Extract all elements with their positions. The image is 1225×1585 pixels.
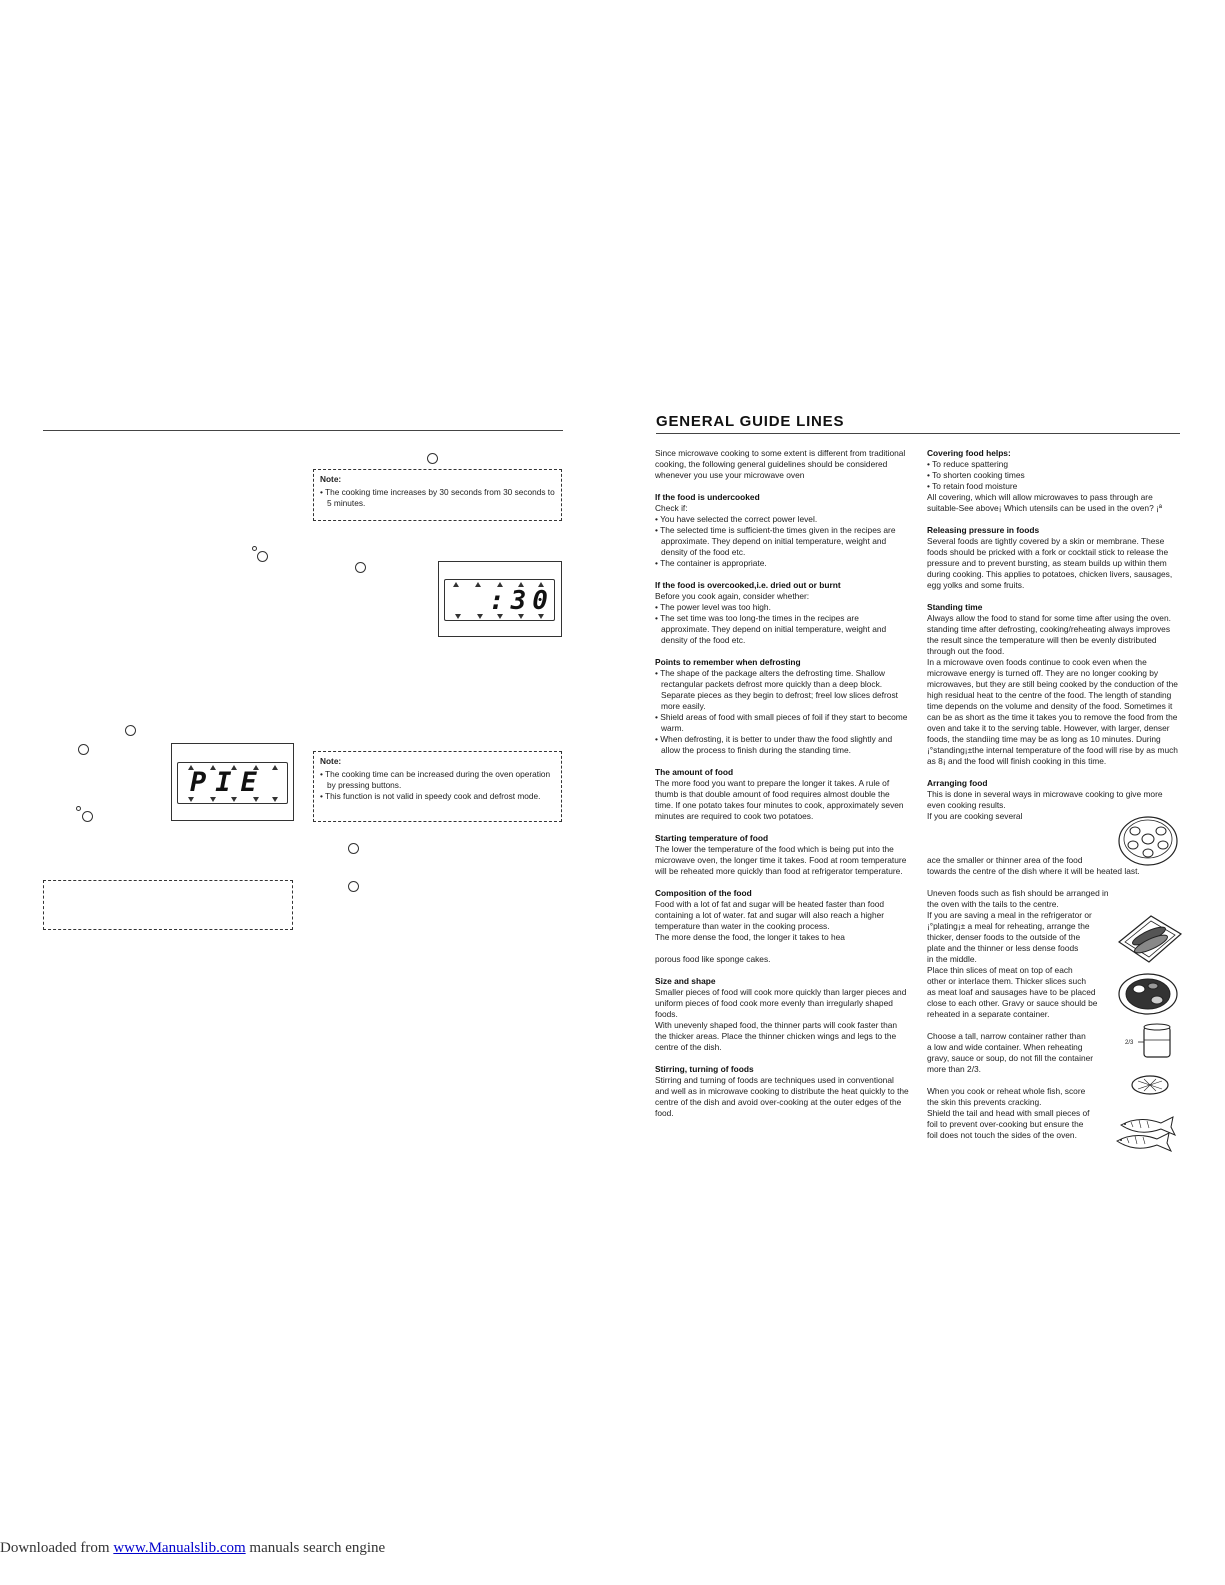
- note-2-item: • This function is not valid in speedy cook and defrost mode.: [320, 791, 541, 801]
- bullet-item: • The container is appropriate.: [655, 558, 767, 568]
- paragraph-line: towards the centre of the dish where it will be heated last.: [927, 866, 1140, 876]
- bullet-item: • Shield areas of food with small pieces of foil if they start to become warm.: [655, 712, 908, 733]
- indicator-up-icon: [253, 765, 259, 770]
- bullet-item: • To reduce spattering: [927, 459, 1008, 469]
- note-2-title: Note:: [320, 756, 342, 766]
- display-frame-2: [171, 743, 294, 821]
- section-heading: Arranging food: [927, 778, 988, 788]
- button-marker-icon: [348, 881, 359, 892]
- bullet-item: • The selected time is sufficient-the times given in the recipes are approximate. They depend on initial temperature, weight and density of the food etc.: [655, 525, 896, 557]
- paragraph-line: Since microwave cooking to some extent is different from traditional cooking, the following general guidelines should be considered whenever you use your microwave oven: [655, 448, 906, 480]
- paragraph-spacer: [655, 569, 909, 580]
- paragraph-spacer: [927, 877, 1181, 888]
- indicator-up-icon: [518, 582, 524, 587]
- jar-fill-label: 2/3: [1125, 1040, 1134, 1046]
- indicator-up-icon: [475, 582, 481, 587]
- bullet-item: • When defrosting, it is better to under thaw the food slightly and allow the process to finish during the standing time.: [655, 734, 893, 755]
- indicator-up-icon: [538, 582, 544, 587]
- paragraph-line: In a microwave oven foods continue to cook even when the microwave energy is turned off. They are no longer cooking by microwaves, but they are still being cooked by the conduction of the high residual heat to the centre of the food. The length of standing time depends on the volume and density of the food. Sometimes it can be as short as the time it takes you to remove the food from the oven and take it to the serving table. However, with larger, denser foods, the standiing time may be as long as 10 minutes. During: [927, 657, 1178, 744]
- bullet-item: • The power level was too high.: [655, 602, 771, 612]
- download-footer: [0, 1540, 385, 1557]
- indicator-up-icon: [272, 765, 278, 770]
- paragraph-spacer: [655, 877, 909, 888]
- section-heading: Size and shape: [655, 976, 716, 986]
- plate-illustration: [1117, 972, 1179, 1016]
- whole-fish-illustration: [1113, 1113, 1183, 1155]
- paragraph-spacer: [655, 965, 909, 976]
- paragraph-line: ¡°plating¡± a meal for reheating, arrange the: [927, 921, 1090, 931]
- indicator-down-icon: [231, 797, 237, 802]
- section-heading: If the food is overcooked,i.e. dried out or burnt: [655, 580, 841, 590]
- indicator-down-icon: [210, 797, 216, 802]
- footer-suffix: manuals search engine: [245, 1540, 386, 1556]
- indicator-up-icon: [497, 582, 503, 587]
- paragraph-line: the oven with the tails to the centre.: [927, 899, 1059, 909]
- display-frame-1: [438, 561, 562, 637]
- paragraph-line: Check if:: [655, 503, 688, 513]
- button-marker-icon: [125, 725, 136, 736]
- section-heading: Points to remember when defrosting: [655, 657, 801, 667]
- paragraph-line: This is done in several ways in microwave cooking to give more even cooking results.: [927, 789, 1163, 810]
- section-heading: Covering food helps:: [927, 448, 1011, 458]
- lcd-digits-1: :30: [489, 586, 554, 616]
- manualslib-link[interactable]: www.Manualslib.com: [113, 1540, 246, 1556]
- indicator-down-icon: [272, 797, 278, 802]
- paragraph-line: Shield the tail and head with small pieces of: [927, 1108, 1090, 1118]
- note-box-2: [313, 751, 562, 822]
- indicator-down-icon: [253, 797, 259, 802]
- button-marker-icon: [427, 453, 438, 464]
- indicator-down-icon: [455, 614, 461, 619]
- bullet-item: • You have selected the correct power level.: [655, 514, 818, 524]
- button-marker-icon: [82, 811, 93, 822]
- paragraph-line: ace the smaller or thinner area of the food: [927, 855, 1083, 865]
- paragraph-line: porous food like sponge cakes.: [655, 954, 771, 964]
- paragraph-line: Several foods are tightly covered by a skin or membrane. These foods should be pricked with a fork or cocktail stick to release the pressure and to prevent bursting, as steam builds up within them during cooking. This applies to potatoes, chicken livers, sausages, egg yolks and some fruits.: [927, 536, 1173, 590]
- section-heading: Starting temperature of food: [655, 833, 769, 843]
- note-box-1: [313, 469, 562, 521]
- right-header-rule: [656, 433, 1180, 434]
- footer-prefix: Downloaded from: [0, 1540, 114, 1556]
- button-marker-icon: [348, 843, 359, 854]
- paragraph-line: The more dense the food, the longer it takes to hea: [655, 932, 845, 942]
- section-heading: Standing time: [927, 602, 983, 612]
- wide-container-illustration: [1130, 1073, 1170, 1097]
- section-heading: Releasing pressure in foods: [927, 525, 1040, 535]
- paragraph-line: When you cook or reheat whole fish, score: [927, 1086, 1086, 1096]
- paragraph-line: The more food you want to prepare the longer it takes. A rule of thumb is that double amount of food requires almost double the time. If one potato takes four minutes to cook, approximately seven minutes are required to cook two potatoes.: [655, 778, 904, 821]
- paragraph-line: plate and the thinner or less dense foods: [927, 943, 1079, 953]
- indicator-up-icon: [453, 582, 459, 587]
- tall-container-illustration: [1124, 1023, 1174, 1059]
- paragraph-line: foil to prevent over-cooking but ensure the: [927, 1119, 1084, 1129]
- paragraph-spacer: [927, 514, 1181, 525]
- indicator-up-icon: [188, 765, 194, 770]
- button-marker-icon: [78, 744, 89, 755]
- paragraph-spacer: [655, 481, 909, 492]
- paragraph-spacer: [655, 756, 909, 767]
- paragraph-spacer: [655, 943, 909, 954]
- paragraph-spacer: [655, 646, 909, 657]
- paragraph-line: other or interlace them. Thicker slices such: [927, 976, 1087, 986]
- paragraph-line: close to each other. Gravy or sauce should be: [927, 998, 1098, 1008]
- round-dish-illustration: [1117, 815, 1179, 867]
- paragraph-line: If you are saving a meal in the refrigerator or: [927, 910, 1092, 920]
- paragraph-spacer: [927, 591, 1181, 602]
- paragraph-line: ¡°standing¡±the internal temperature of the food will rise by as much as 8¡ and the food will finish cooking in this time.: [927, 745, 1178, 766]
- indicator-down-icon: [497, 614, 503, 619]
- section-heading: Stirring, turning of foods: [655, 1064, 754, 1074]
- bullet-item: • The shape of the package alters the defrosting time. Shallow rectangular packets defrost more quickly than a deep block. Separate pieces as they begin to defrost; freel low slices defrost more easily.: [655, 668, 898, 711]
- indicator-down-icon: [518, 614, 524, 619]
- note-2-item: • The cooking time can be increased during the oven operation by pressing buttons.: [320, 769, 551, 790]
- button-marker-icon: [355, 562, 366, 573]
- paragraph-line: All covering, which will allow microwaves to pass through are suitable-See above¡ Which utensils can be used in the oven? ¡ª: [927, 492, 1162, 513]
- page-title: GENERAL GUIDE LINES: [656, 413, 845, 430]
- left-header-rule: [43, 430, 563, 431]
- button-marker-icon: [257, 551, 268, 562]
- indicator-down-icon: [477, 614, 483, 619]
- fish-dish-illustration: [1115, 912, 1183, 964]
- paragraph-line: Place thin slices of meat on top of each: [927, 965, 1073, 975]
- paragraph-line: in the middle.: [927, 954, 977, 964]
- paragraph-line: more than 2/3.: [927, 1064, 982, 1074]
- indicator-up-icon: [231, 765, 237, 770]
- note-box-3: [43, 880, 293, 930]
- bullet-item: • To retain food moisture: [927, 481, 1018, 491]
- paragraph-line: gravy, sauce or soup, do not fill the container: [927, 1053, 1094, 1063]
- paragraph-line: foil does not touch the sides of the oven.: [927, 1130, 1077, 1140]
- paragraph-line: Food with a lot of fat and sugar will be heated faster than food containing a lot of water. fat and sugar will also reach a higher temperature than water in the cooking process.: [655, 899, 885, 931]
- paragraph-spacer: [927, 767, 1181, 778]
- bullet-item: • To shorten cooking times: [927, 470, 1025, 480]
- indicator-down-icon: [538, 614, 544, 619]
- paragraph-line: as meat loaf and sausages have to be placed: [927, 987, 1096, 997]
- section-heading: If the food is undercooked: [655, 492, 760, 502]
- bullet-item: • The set time was too long-the times in the recipes are approximate. They depend on initial temperature, weight and density of the food etc.: [655, 613, 887, 645]
- guide-column-1: [655, 448, 909, 1119]
- paragraph-line: With unevenly shaped food, the thinner parts will cook faster than the thicker areas. Place the thinner chicken wings and legs to the centre of the dish.: [655, 1020, 898, 1052]
- paragraph-line: Before you cook again, consider whether:: [655, 591, 810, 601]
- paragraph-line: Choose a tall, narrow container rather than: [927, 1031, 1086, 1041]
- dial-marker-icon: [76, 806, 81, 811]
- lcd-digits-2: PIE: [190, 767, 266, 798]
- paragraph-line: Stirring and turning of foods are techniques used in conventional and well as in microwave cooking to distribute the heat quickly to the centre of the dish and avoid over-cooking at the outer edges of the food.: [655, 1075, 909, 1118]
- paragraph-spacer: [655, 1053, 909, 1064]
- paragraph-line: the skin this prevents cracking.: [927, 1097, 1042, 1107]
- dial-marker-icon: [252, 546, 257, 551]
- paragraph-line: Always allow the food to stand for some time after using the oven. standing time after defrosting, cooking/reheating always improves the result since the temperature will then be evenly distributed through out the food.: [927, 613, 1171, 656]
- note-1-item: • The cooking time increases by 30 seconds from 30 seconds to 5 minutes.: [320, 487, 555, 508]
- note-1-title: Note:: [320, 474, 342, 484]
- paragraph-spacer: [655, 822, 909, 833]
- paragraph-line: Smaller pieces of food will cook more quickly than larger pieces and uniform pieces of food cook more evenly than irregularly shaped foods.: [655, 987, 907, 1019]
- indicator-up-icon: [210, 765, 216, 770]
- paragraph-line: reheated in a separate container.: [927, 1009, 1050, 1019]
- paragraph-line: thicker, denser foods to the outside of the: [927, 932, 1081, 942]
- section-heading: Composition of the food: [655, 888, 752, 898]
- section-heading: The amount of food: [655, 767, 734, 777]
- paragraph-line: a low and wide container. When reheating: [927, 1042, 1083, 1052]
- paragraph-line: Uneven foods such as fish should be arranged in: [927, 888, 1109, 898]
- paragraph-line: If you are cooking several: [927, 811, 1023, 821]
- paragraph-line: The lower the temperature of the food which is being put into the microwave oven, the longer time it takes. Food at room temperature will be reheated more quickly than food at refrigerator temperature.: [655, 844, 907, 876]
- indicator-down-icon: [188, 797, 194, 802]
